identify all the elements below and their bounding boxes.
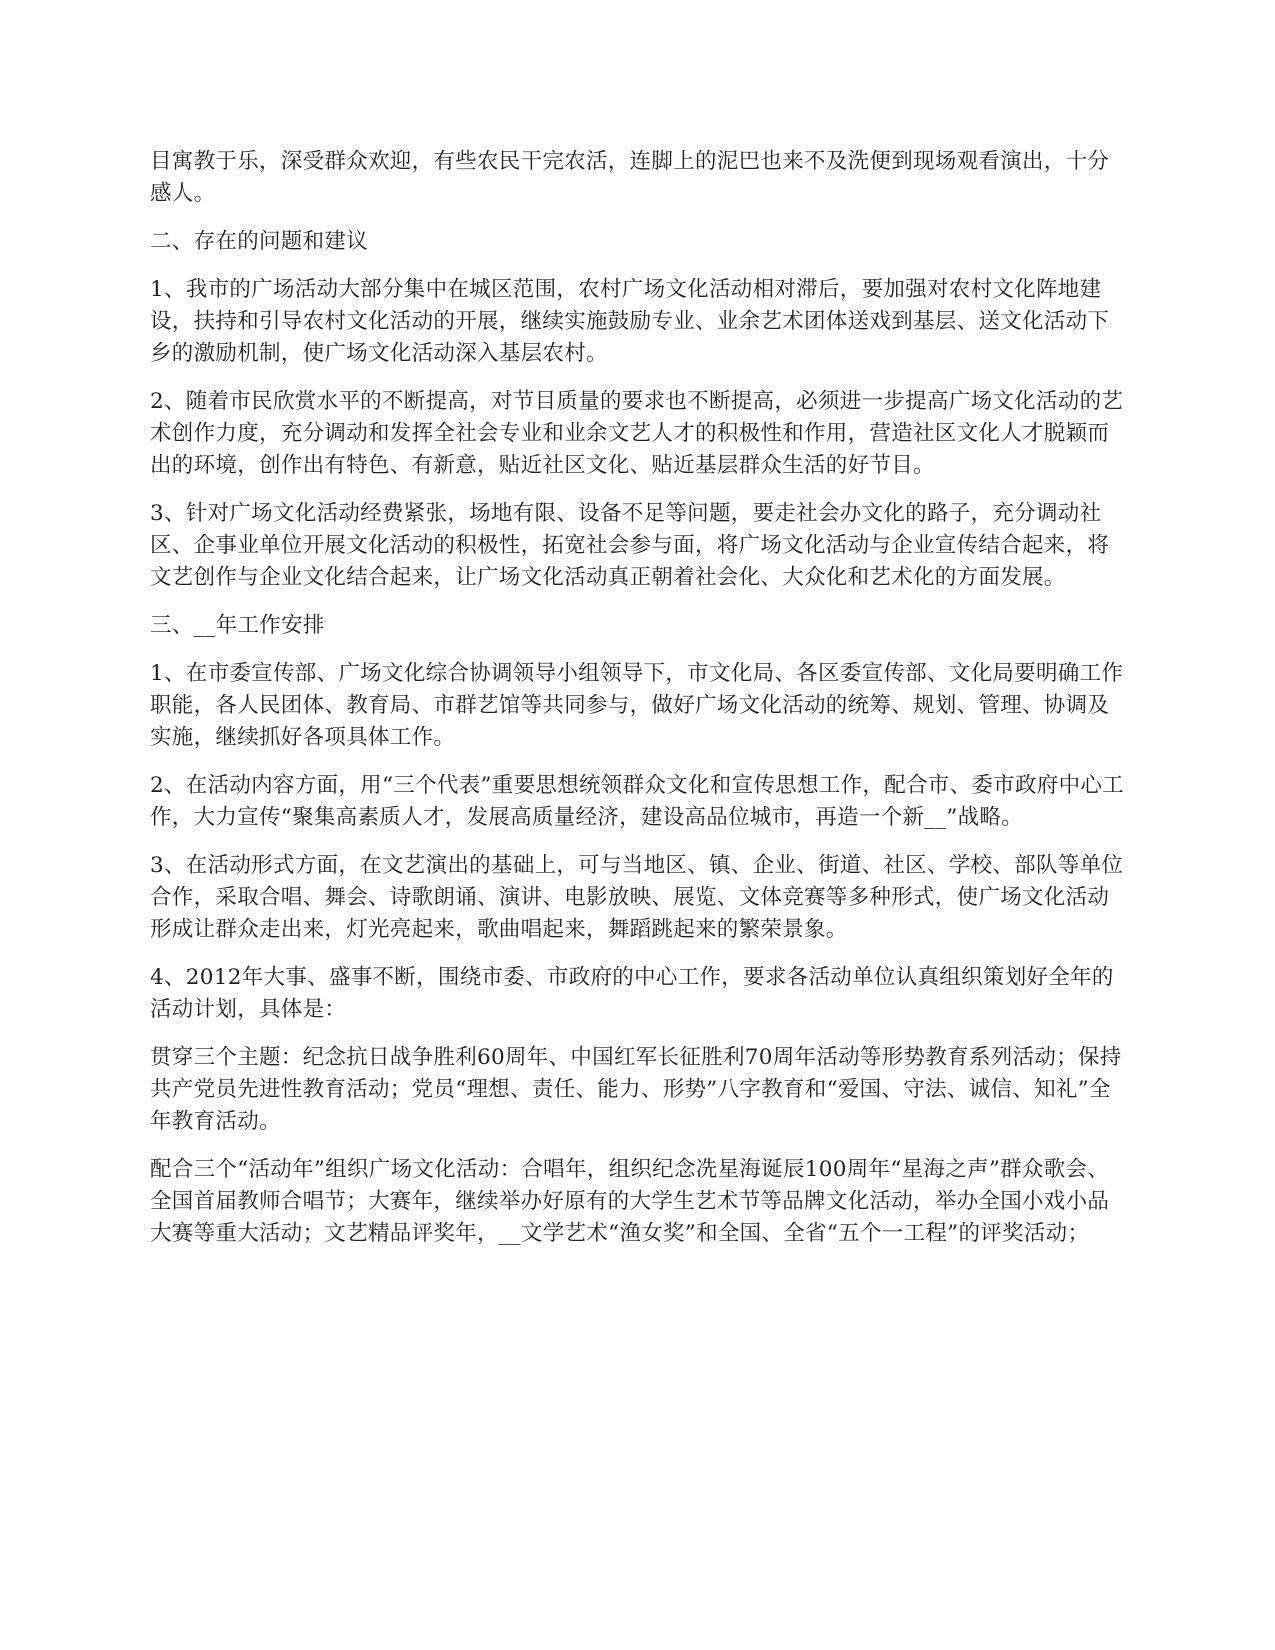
section-heading-problems: 二、存在的问题和建议 [150,229,369,254]
paragraph-problem-1: 1、我市的广场活动大部分集中在城区范围，农村广场文化活动相对滞后，要加强对农村文化阵地建设，扶持和引导农村文化活动的开展，继续实施鼓励专业、业余艺术团体送戏到基层、送文化活动下乡的激励机制，使广场文化活动深入基层农村。 [150,277,1110,366]
paragraph-plan-1: 1、在市委宣传部、广场文化综合协调领导小组领导下，市文化局、各区委宣传部、文化局要明确工作职能，各人民团体、教育局、市群艺馆等共同参与，做好广场文化活动的统筹、规划、管理、协调及实施，继续抓好各项具体工作。 [150,661,1124,750]
paragraph-plan-4: 4、2012年大事、盛事不断，围绕市委、市政府的中心工作，要求各活动单位认真组织策划好全年的活动计划，具体是： [150,965,1114,1022]
document-body [150,146,1128,1266]
paragraph-activity-years: 配合三个“活动年”组织广场文化活动：合唱年，组织纪念冼星海诞辰100周年“星海之声”群众歌会、全国首届教师合唱节；大赛年，继续举办好原有的大学生艺术节等品牌文化活动，举办全国小戏小品大赛等重大活动；文艺精品评奖年，__文学艺术“渔女奖”和全国、全省“五个一工程”的评奖活动； [150,1157,1110,1246]
paragraph-plan-2: 2、在活动内容方面，用“三个代表”重要思想统领群众文化和宣传思想工作，配合市、委市政府中心工作，大力宣传“聚集高素质人才，发展高质量经济，建设高品位城市，再造一个新__”战略。 [150,773,1124,830]
paragraph-problem-3: 3、针对广场文化活动经费紧张，场地有限、设备不足等问题，要走社会办文化的路子，充分调动社区、企事业单位开展文化活动的积极性，拓宽社会参与面，将广场文化活动与企业宣传结合起来，将文艺创作与企业文化结合起来，让广场文化活动真正朝着社会化、大众化和艺术化的方面发展。 [150,501,1110,590]
paragraph-continuation: 目寓教于乐，深受群众欢迎，有些农民干完农活，连脚上的泥巴也来不及洗便到现场观看演出，十分感人。 [150,149,1110,206]
paragraph-plan-3: 3、在活动形式方面，在文艺演出的基础上，可与当地区、镇、企业、街道、社区、学校、部队等单位合作，采取合唱、舞会、诗歌朗诵、演讲、电影放映、展览、文体竞赛等多种形式，使广场文化活动形成让群众走出来，灯光亮起来，歌曲唱起来，舞蹈跳起来的繁荣景象。 [150,853,1124,942]
section-heading-plan: 三、__年工作安排 [150,613,325,638]
paragraph-themes: 贯穿三个主题：纪念抗日战争胜利60周年、中国红军长征胜利70周年活动等形势教育系列活动；保持共产党员先进性教育活动；党员“理想、责任、能力、形势”八字教育和“爱国、守法、诚信、知礼”全年教育活动。 [150,1045,1122,1134]
paragraph-problem-2: 2、随着市民欣赏水平的不断提高，对节目质量的要求也不断提高，必须进一步提高广场文化活动的艺术创作力度，充分调动和发挥全社会专业和业余文艺人才的积极性和作用，营造社区文化人才脱颖而出的环境，创作出有特色、有新意，贴近社区文化、贴近基层群众生活的好节目。 [150,389,1124,478]
